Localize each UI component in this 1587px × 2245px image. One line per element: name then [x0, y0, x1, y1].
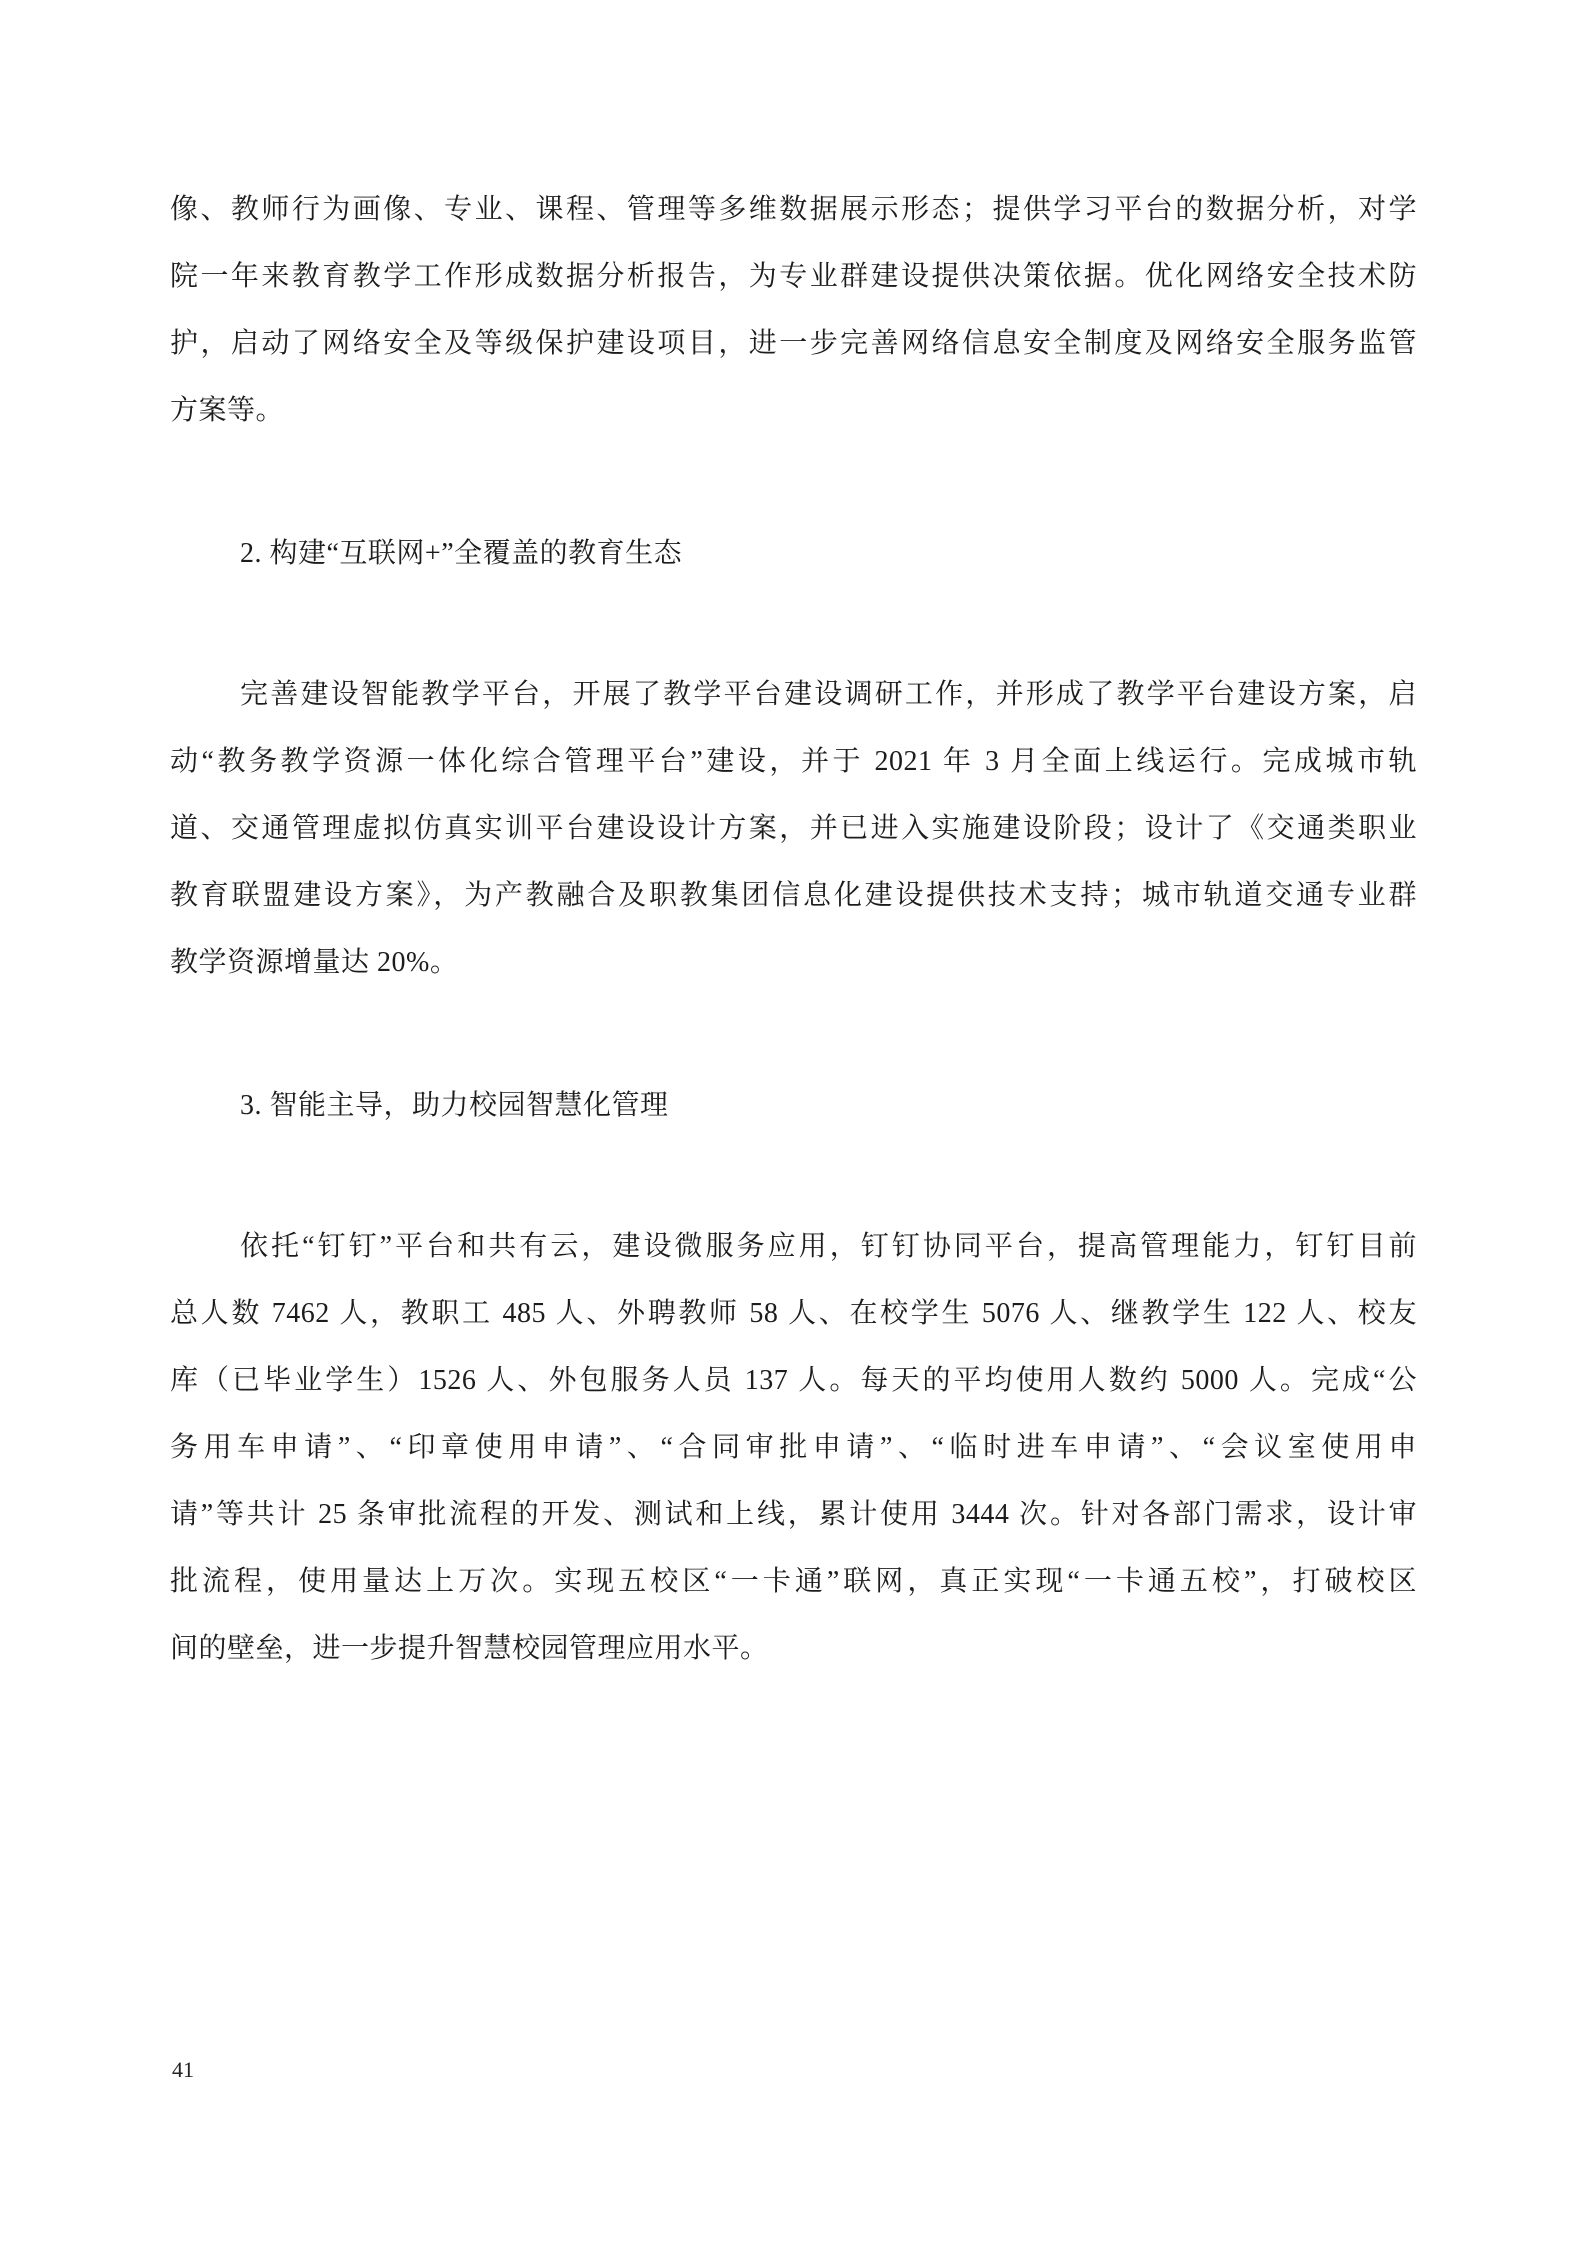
paragraph-dingtalk-platform	[170, 1213, 1417, 1682]
page-number: 41	[172, 2057, 194, 2082]
text-line: 教学资源增量达 20%。	[170, 947, 459, 978]
paragraph-network-security	[170, 176, 1417, 444]
section-heading-smart-campus: 3. 智能主导，助力校园智慧化管理	[240, 1090, 669, 1121]
text-line: 务用车申请”、“印章使用申请”、“合同审批申请”、“临时进车申请”、“会议室使用申	[170, 1432, 1417, 1463]
text-line: 依托“钉钉”平台和共有云，建设微服务应用，钉钉协同平台，提高管理能力，钉钉目前	[240, 1231, 1417, 1262]
section-heading-internet-plus: 2. 构建“互联网+”全覆盖的教育生态	[240, 538, 683, 569]
text-line: 完善建设智能教学平台，开展了教学平台建设调研工作，并形成了教学平台建设方案，启	[240, 679, 1417, 710]
text-line: 方案等。	[170, 395, 285, 426]
text-line: 批流程，使用量达上万次。实现五校区“一卡通”联网，真正实现“一卡通五校”，打破校区	[170, 1566, 1417, 1597]
document-body	[170, 0, 1417, 1682]
text-line: 像、教师行为画像、专业、课程、管理等多维数据展示形态；提供学习平台的数据分析，对学	[170, 194, 1417, 225]
paragraph-teaching-platform	[170, 661, 1417, 996]
text-line: 动“教务教学资源一体化综合管理平台”建设，并于 2021 年 3 月全面上线运行。完成城市轨	[170, 746, 1417, 777]
text-line: 护，启动了网络安全及等级保护建设项目，进一步完善网络信息安全制度及网络安全服务监管	[170, 328, 1417, 359]
text-line: 间的壁垒，进一步提升智慧校园管理应用水平。	[170, 1633, 769, 1664]
text-line: 教育联盟建设方案》，为产教融合及职教集团信息化建设提供技术支持；城市轨道交通专业群	[170, 880, 1417, 911]
text-line: 院一年来教育教学工作形成数据分析报告，为专业群建设提供决策依据。优化网络安全技术防	[170, 261, 1417, 292]
text-line: 请”等共计 25 条审批流程的开发、测试和上线，累计使用 3444 次。针对各部门需求，设计审	[170, 1499, 1417, 1530]
text-line: 库（已毕业学生）1526 人、外包服务人员 137 人。每天的平均使用人数约 5000 人。完成“公	[170, 1365, 1417, 1396]
text-line: 道、交通管理虚拟仿真实训平台建设设计方案，并已进入实施建设阶段；设计了《交通类职业	[170, 813, 1417, 844]
text-line: 总人数 7462 人，教职工 485 人、外聘教师 58 人、在校学生 5076 人、继教学生 122 人、校友	[170, 1298, 1417, 1329]
